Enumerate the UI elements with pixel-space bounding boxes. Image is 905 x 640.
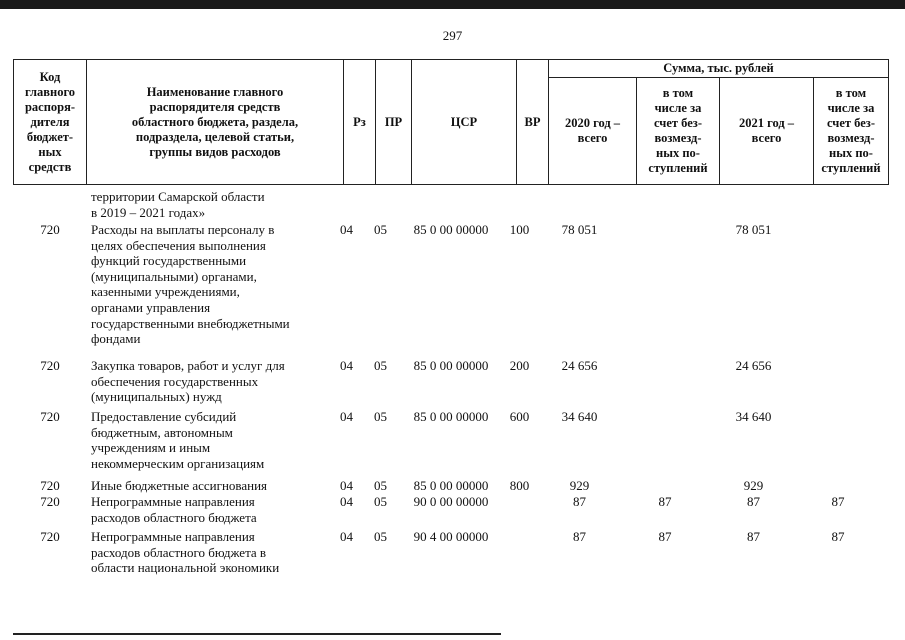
row-bv-2020: 87 bbox=[658, 529, 672, 544]
header-2020-bezvozmezd: в том числе за счет без- возмезд- ных по- ступлений bbox=[636, 77, 720, 185]
row-pr: 05 bbox=[374, 409, 387, 424]
row-name: Предоставление субсидий бюджетным, автономным учреждениям и иным некоммерческим организациям bbox=[91, 409, 265, 471]
header-2021: 2021 год – всего bbox=[719, 77, 814, 185]
row-vr: 600 bbox=[509, 409, 530, 424]
row-sum-2020: 87 bbox=[573, 494, 586, 509]
header-vr: ВР bbox=[516, 59, 549, 185]
row-pr: 05 bbox=[374, 494, 387, 509]
row-bv-2021: 87 bbox=[831, 529, 845, 544]
row-csr: 85 0 00 00000 bbox=[413, 478, 489, 493]
row-rz: 04 bbox=[340, 409, 353, 424]
row-sum-2020: 78 051 bbox=[561, 222, 598, 237]
row-name: Иные бюджетные ассигнования bbox=[91, 478, 268, 493]
header-pr: ПР bbox=[375, 59, 412, 185]
row-rz: 04 bbox=[340, 222, 353, 237]
row-sum-2021: 87 bbox=[747, 494, 760, 509]
page-number: 297 bbox=[442, 28, 463, 43]
row-sum-2020: 87 bbox=[573, 529, 586, 544]
row-kod: 720 bbox=[40, 529, 60, 544]
row-rz: 04 bbox=[340, 494, 353, 509]
row-kod: 720 bbox=[40, 409, 60, 424]
header-2021-bezvozmezd: в том числе за счет без- возмезд- ных по- ступлений bbox=[813, 77, 889, 185]
row-name: Непрограммные направления расходов областного бюджета bbox=[91, 494, 257, 525]
row-rz: 04 bbox=[340, 358, 353, 373]
row-sum-2020: 929 bbox=[569, 478, 590, 493]
row-sum-2020: 24 656 bbox=[561, 358, 598, 373]
header-csr: ЦСР bbox=[411, 59, 517, 185]
row-sum-2021: 78 051 bbox=[735, 222, 772, 237]
row-kod: 720 bbox=[40, 494, 60, 509]
row-vr: 200 bbox=[509, 358, 530, 373]
row-sum-2021: 929 bbox=[743, 478, 764, 493]
row-name: Расходы на выплаты персоналу в целях обеспечения выполнения функций государственными (муниципальными) органами, казенными учреждениями, органами управления государственными внебюджетными фондами bbox=[91, 222, 290, 347]
header-2020: 2020 год – всего bbox=[548, 77, 637, 185]
row-sum-2021: 24 656 bbox=[735, 358, 772, 373]
row-pr: 05 bbox=[374, 358, 387, 373]
row-rz: 04 bbox=[340, 478, 353, 493]
row-csr: 90 4 00 00000 bbox=[413, 529, 489, 544]
row-pr: 05 bbox=[374, 478, 387, 493]
row-rz: 04 bbox=[340, 529, 353, 544]
continuation-text: территории Самарской области в 2019 – 2021 годах» bbox=[91, 189, 265, 220]
row-name: Закупка товаров, работ и услуг для обеспечения государственных (муниципальных) нужд bbox=[91, 358, 285, 405]
header-name: Наименование главного распорядителя средств областного бюджета, раздела, подраздела, целевой статьи, группы видов расходов bbox=[86, 59, 344, 185]
row-csr: 85 0 00 00000 bbox=[413, 409, 489, 424]
row-vr: 100 bbox=[509, 222, 530, 237]
footer-rule bbox=[13, 633, 501, 635]
row-pr: 05 bbox=[374, 222, 387, 237]
row-vr: 800 bbox=[509, 478, 530, 493]
row-sum-2020: 34 640 bbox=[561, 409, 598, 424]
row-bv-2020: 87 bbox=[658, 494, 672, 509]
row-csr: 85 0 00 00000 bbox=[413, 222, 489, 237]
header-rz: Рз bbox=[343, 59, 376, 185]
row-sum-2021: 87 bbox=[747, 529, 760, 544]
header-summa: Сумма, тыс. рублей bbox=[548, 59, 889, 78]
row-kod: 720 bbox=[40, 478, 60, 493]
header-kod: Код главного распоря- дителя бюджет- ных средств bbox=[13, 59, 87, 185]
row-bv-2021: 87 bbox=[831, 494, 845, 509]
row-csr: 85 0 00 00000 bbox=[413, 358, 489, 373]
row-sum-2021: 34 640 bbox=[735, 409, 772, 424]
row-pr: 05 bbox=[374, 529, 387, 544]
row-name: Непрограммные направления расходов областного бюджета в области национальной экономики bbox=[91, 529, 280, 576]
row-csr: 90 0 00 00000 bbox=[413, 494, 489, 509]
row-kod: 720 bbox=[40, 222, 60, 237]
row-kod: 720 bbox=[40, 358, 60, 373]
